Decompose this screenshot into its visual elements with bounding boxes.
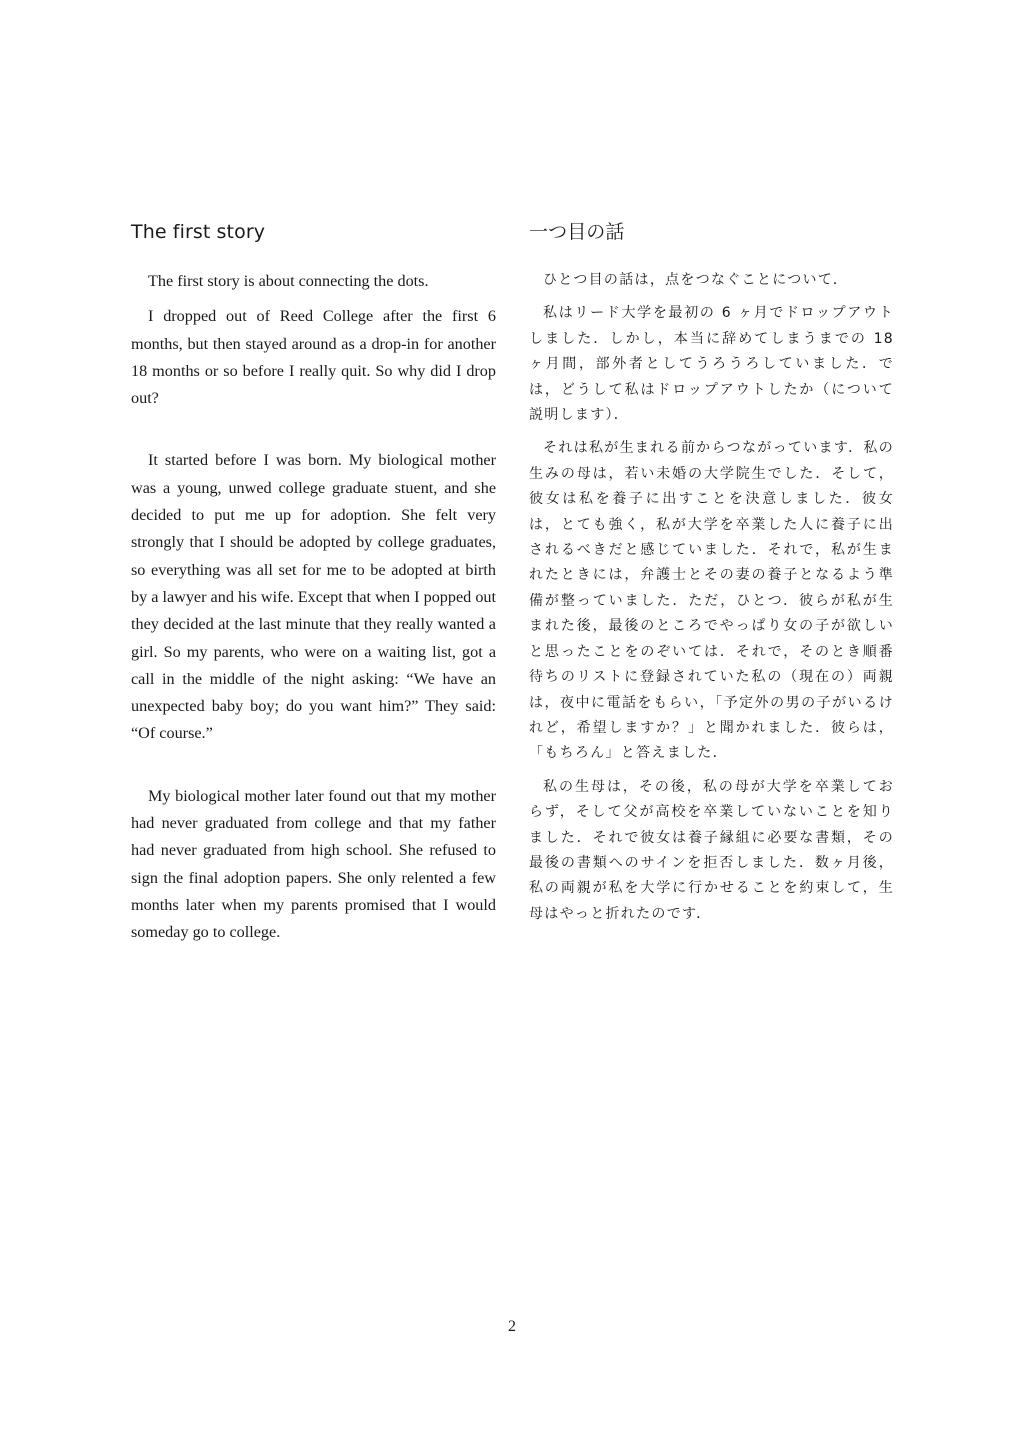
paragraph-en-3: It started before I was born. My biological mother was a young, unwed college graduate stuent, and she decided to put me up for adoption. She felt very strongly that I should be adopted by college graduates, so everything was all set for me to be adopted at birth by a lawyer and his wife. Except that when I popped out they decided at the last minute that they really wanted a girl. So my parents, who were on a waiting list, got a call in the middle of the night asking: “We have an unexpected baby boy; do you want him?” They said: “Of course.” xyxy=(131,451,497,743)
page-number: 2 xyxy=(508,1318,516,1335)
paragraph-en-1: The first story is about connecting the dots. xyxy=(148,272,429,290)
japanese-column xyxy=(529,218,894,927)
paragraph-ja-1: ひとつ目の話は，点をつなぐことについて． xyxy=(543,272,849,288)
paragraph-en-4: My biological mother later found out that my mother had never graduated from college and that my father had never graduated from high school. She refused to sign the final adoption papers. She only relented a few months later when my parents promised that I would someday go to college. xyxy=(131,786,496,942)
section-heading-en: The first story xyxy=(131,221,266,243)
english-column xyxy=(131,218,496,947)
paragraph-en-2: I dropped out of Reed College after the first 6 months, but then stayed around as a drop-in for another 18 months or so before I really quit. So why did I drop out? xyxy=(131,307,496,408)
paragraph-ja-3: それは私が生まれる前からつながっています．私の生みの母は，若い未婚の大学院生でした．そして，彼女は私を養子に出すことを決意しました．彼女は，とても強く，私が大学を卒業した人に養子に出されるべきだと感じていました．それで，私が生まれたときには，弁護士とその妻の養子となるよう準備が整っていました．ただ，ひとつ．彼らが私が生まれた後，最後のところでやっぱり女の子が欲しいと思ったことをのぞいては．それで，そのとき順番待ちのリストに登録されていた私の（現在の）両親は，夜中に電話をもらい，「予定外の男の子がいるけれど，希望しますか？」と聞かれました．彼らは，「もちろん」と答えました． xyxy=(529,440,894,762)
paragraph-ja-2: 私はリード大学を最初の 6 ヶ月でドロップアウトしました．しかし，本当に辞めてしまうまでの 18 ヶ月間，部外者としてうろうろしていました．では，どうして私はドロップアウトしたか（について説明します）． xyxy=(529,305,894,424)
paragraph-ja-4: 私の生母は，その後，私の母が大学を卒業しておらず，そして父が高校を卒業していないことを知りました．それで彼女は養子縁組に必要な書類，その最後の書類へのサインを拒否しました．数ヶ月後，私の両親が私を大学に行かせることを約束して，生母はやっと折れたのです． xyxy=(529,778,894,922)
section-heading-ja: 一つ目の話 xyxy=(529,221,625,243)
